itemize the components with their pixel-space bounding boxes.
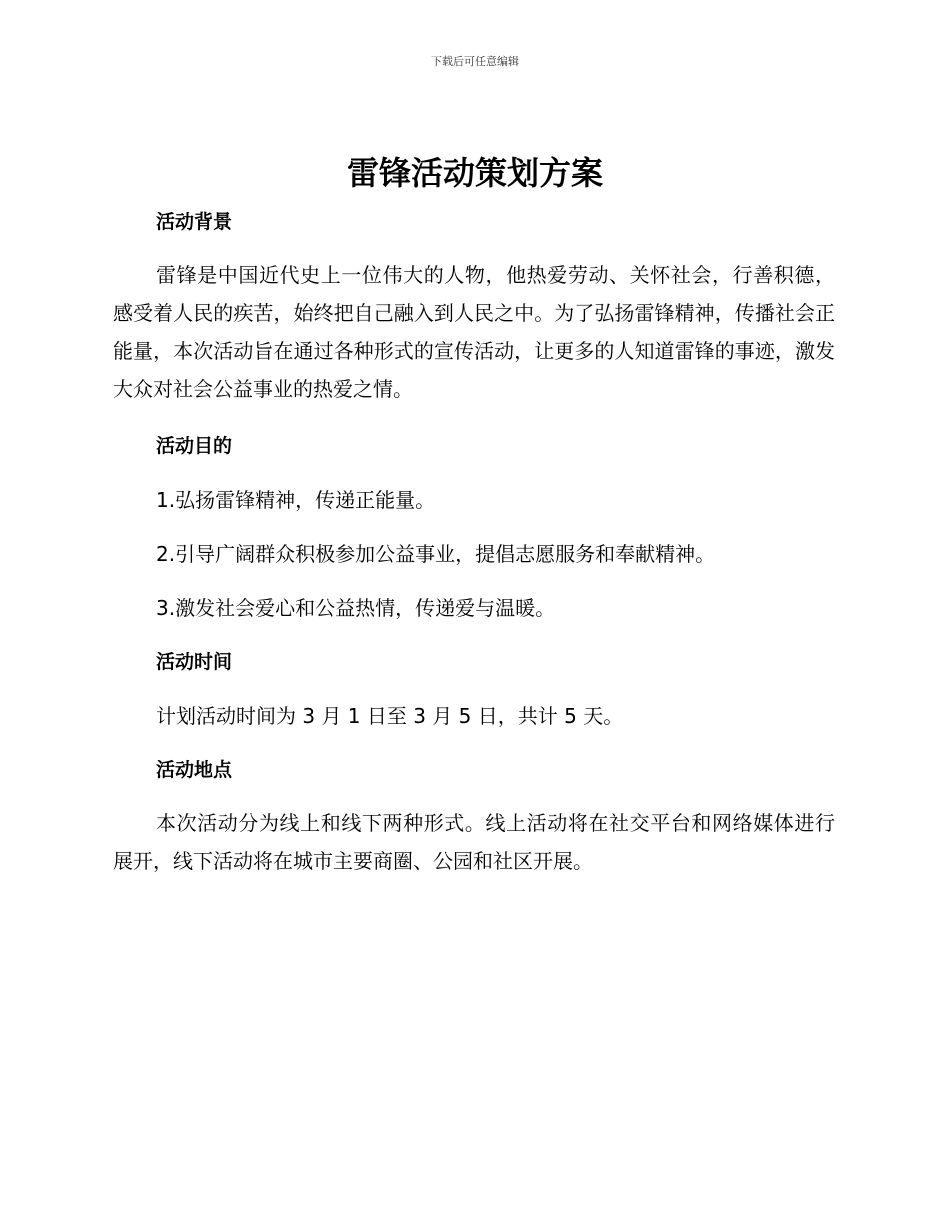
purpose-item-1: 1.弘扬雷锋精神，传递正能量。 [156,488,436,512]
paragraph-time: 计划活动时间为 3 月 1 日至 3 月 5 日，共计 5 天。 [156,704,624,728]
section-location [113,750,835,880]
header-note: 下载后可任意编辑 [431,55,519,68]
document-title: 雷锋活动策划方案 [346,154,603,192]
document-body [113,202,835,880]
section-heading-purpose: 活动目的 [156,435,233,457]
paragraph-background: 雷锋是中国近代史上一位伟大的人物，他热爱劳动、关怀社会，行善积德，感受着人民的疾苦，始终把自己融入到人民之中。为了弘扬雷锋精神，传播社会正能量，本次活动旨在通过各种形式的宣传活动，让更多的人知道雷锋的事迹，激发大众对社会公益事业的热爱之情。 [113,263,835,401]
section-heading-background: 活动背景 [156,211,233,233]
paragraph-location: 本次活动分为线上和线下两种形式。线上活动将在社交平台和网络媒体进行展开，线下活动将在城市主要商圈、公园和社区开展。 [113,811,835,873]
section-background [113,202,835,408]
section-purpose [113,426,835,628]
section-heading-location: 活动地点 [156,759,233,781]
section-heading-time: 活动时间 [156,651,233,673]
purpose-item-3: 3.激发社会爱心和公益热情，传递爱与温暖。 [156,596,556,620]
purpose-item-2: 2.引导广阔群众积极参加公益事业，提倡志愿服务和奉献精神。 [156,542,716,566]
section-time [113,642,835,736]
